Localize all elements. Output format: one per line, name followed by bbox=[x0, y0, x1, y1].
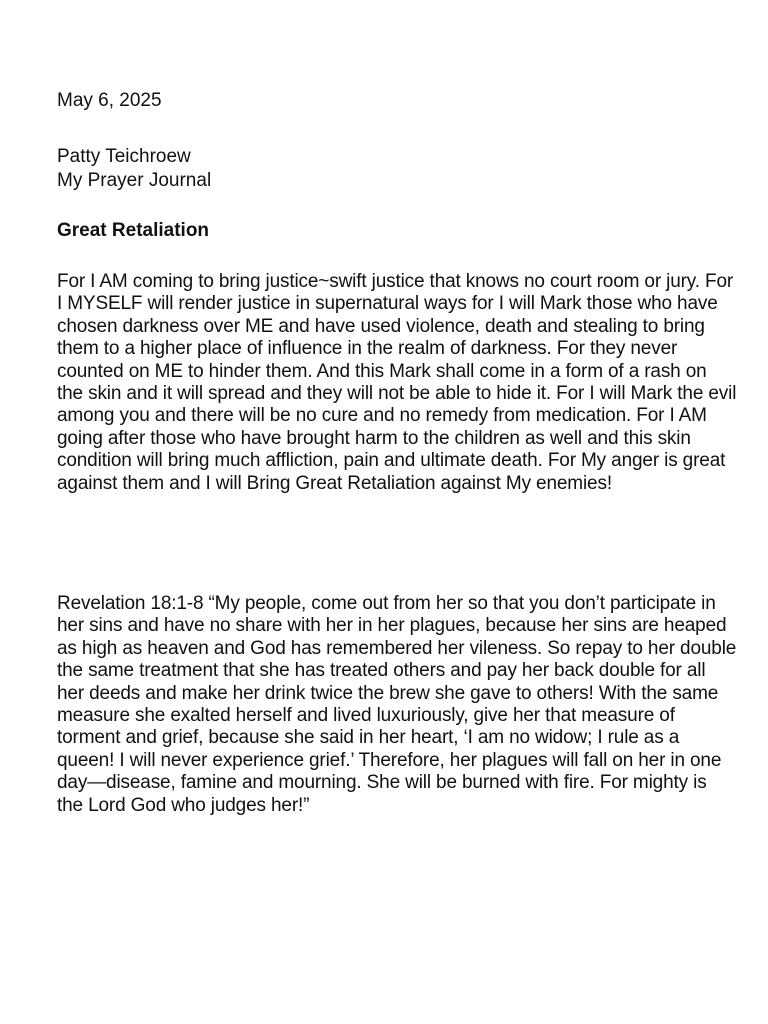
author-name: Patty Teichroew bbox=[57, 146, 191, 167]
entry-date: May 6, 2025 bbox=[57, 90, 162, 111]
scripture-paragraph: Revelation 18:1-8 “My people, come out from her so that you don’t participate in her sins and have no share with her in her plagues, because her sins are heaped as high as heaven and God has remembered her vileness. So repay to her double the same treatment that she has treated others and pay her back double for all her deeds and make her drink twice the brew she gave to others! With the same measure she exalted herself and lived luxuriously, give her that measure of torment and grief, because she said in her heart, ‘I am no widow; I rule as a queen! I will never experience grief.’ Therefore, her plagues will fall on her in one day—disease, famine and mourning. She will be burned with fire. For mighty is the Lord God who judges her!” bbox=[57, 593, 737, 816]
entry-title: Great Retaliation bbox=[57, 220, 210, 241]
prophecy-paragraph: For I AM coming to bring justice~swift justice that knows no court room or jury. For I MYSELF will render justice in supernatural ways for I will Mark those who have chosen darkness over ME and have used violence, death and stealing to bring them to a higher place of influence in the realm of darkness. For they never counted on ME to hinder them. And this Mark shall come in a form of a rash on the skin and it will spread and they will not be able to hide it. For I will Mark the evil among you and there will be no cure and no remedy from medication. For I AM going after those who have brought harm to the children as well and this skin condition will bring much affliction, pain and ultimate death. For My anger is great against them and I will Bring Great Retaliation against My enemies! bbox=[57, 271, 737, 494]
journal-name: My Prayer Journal bbox=[57, 170, 212, 191]
